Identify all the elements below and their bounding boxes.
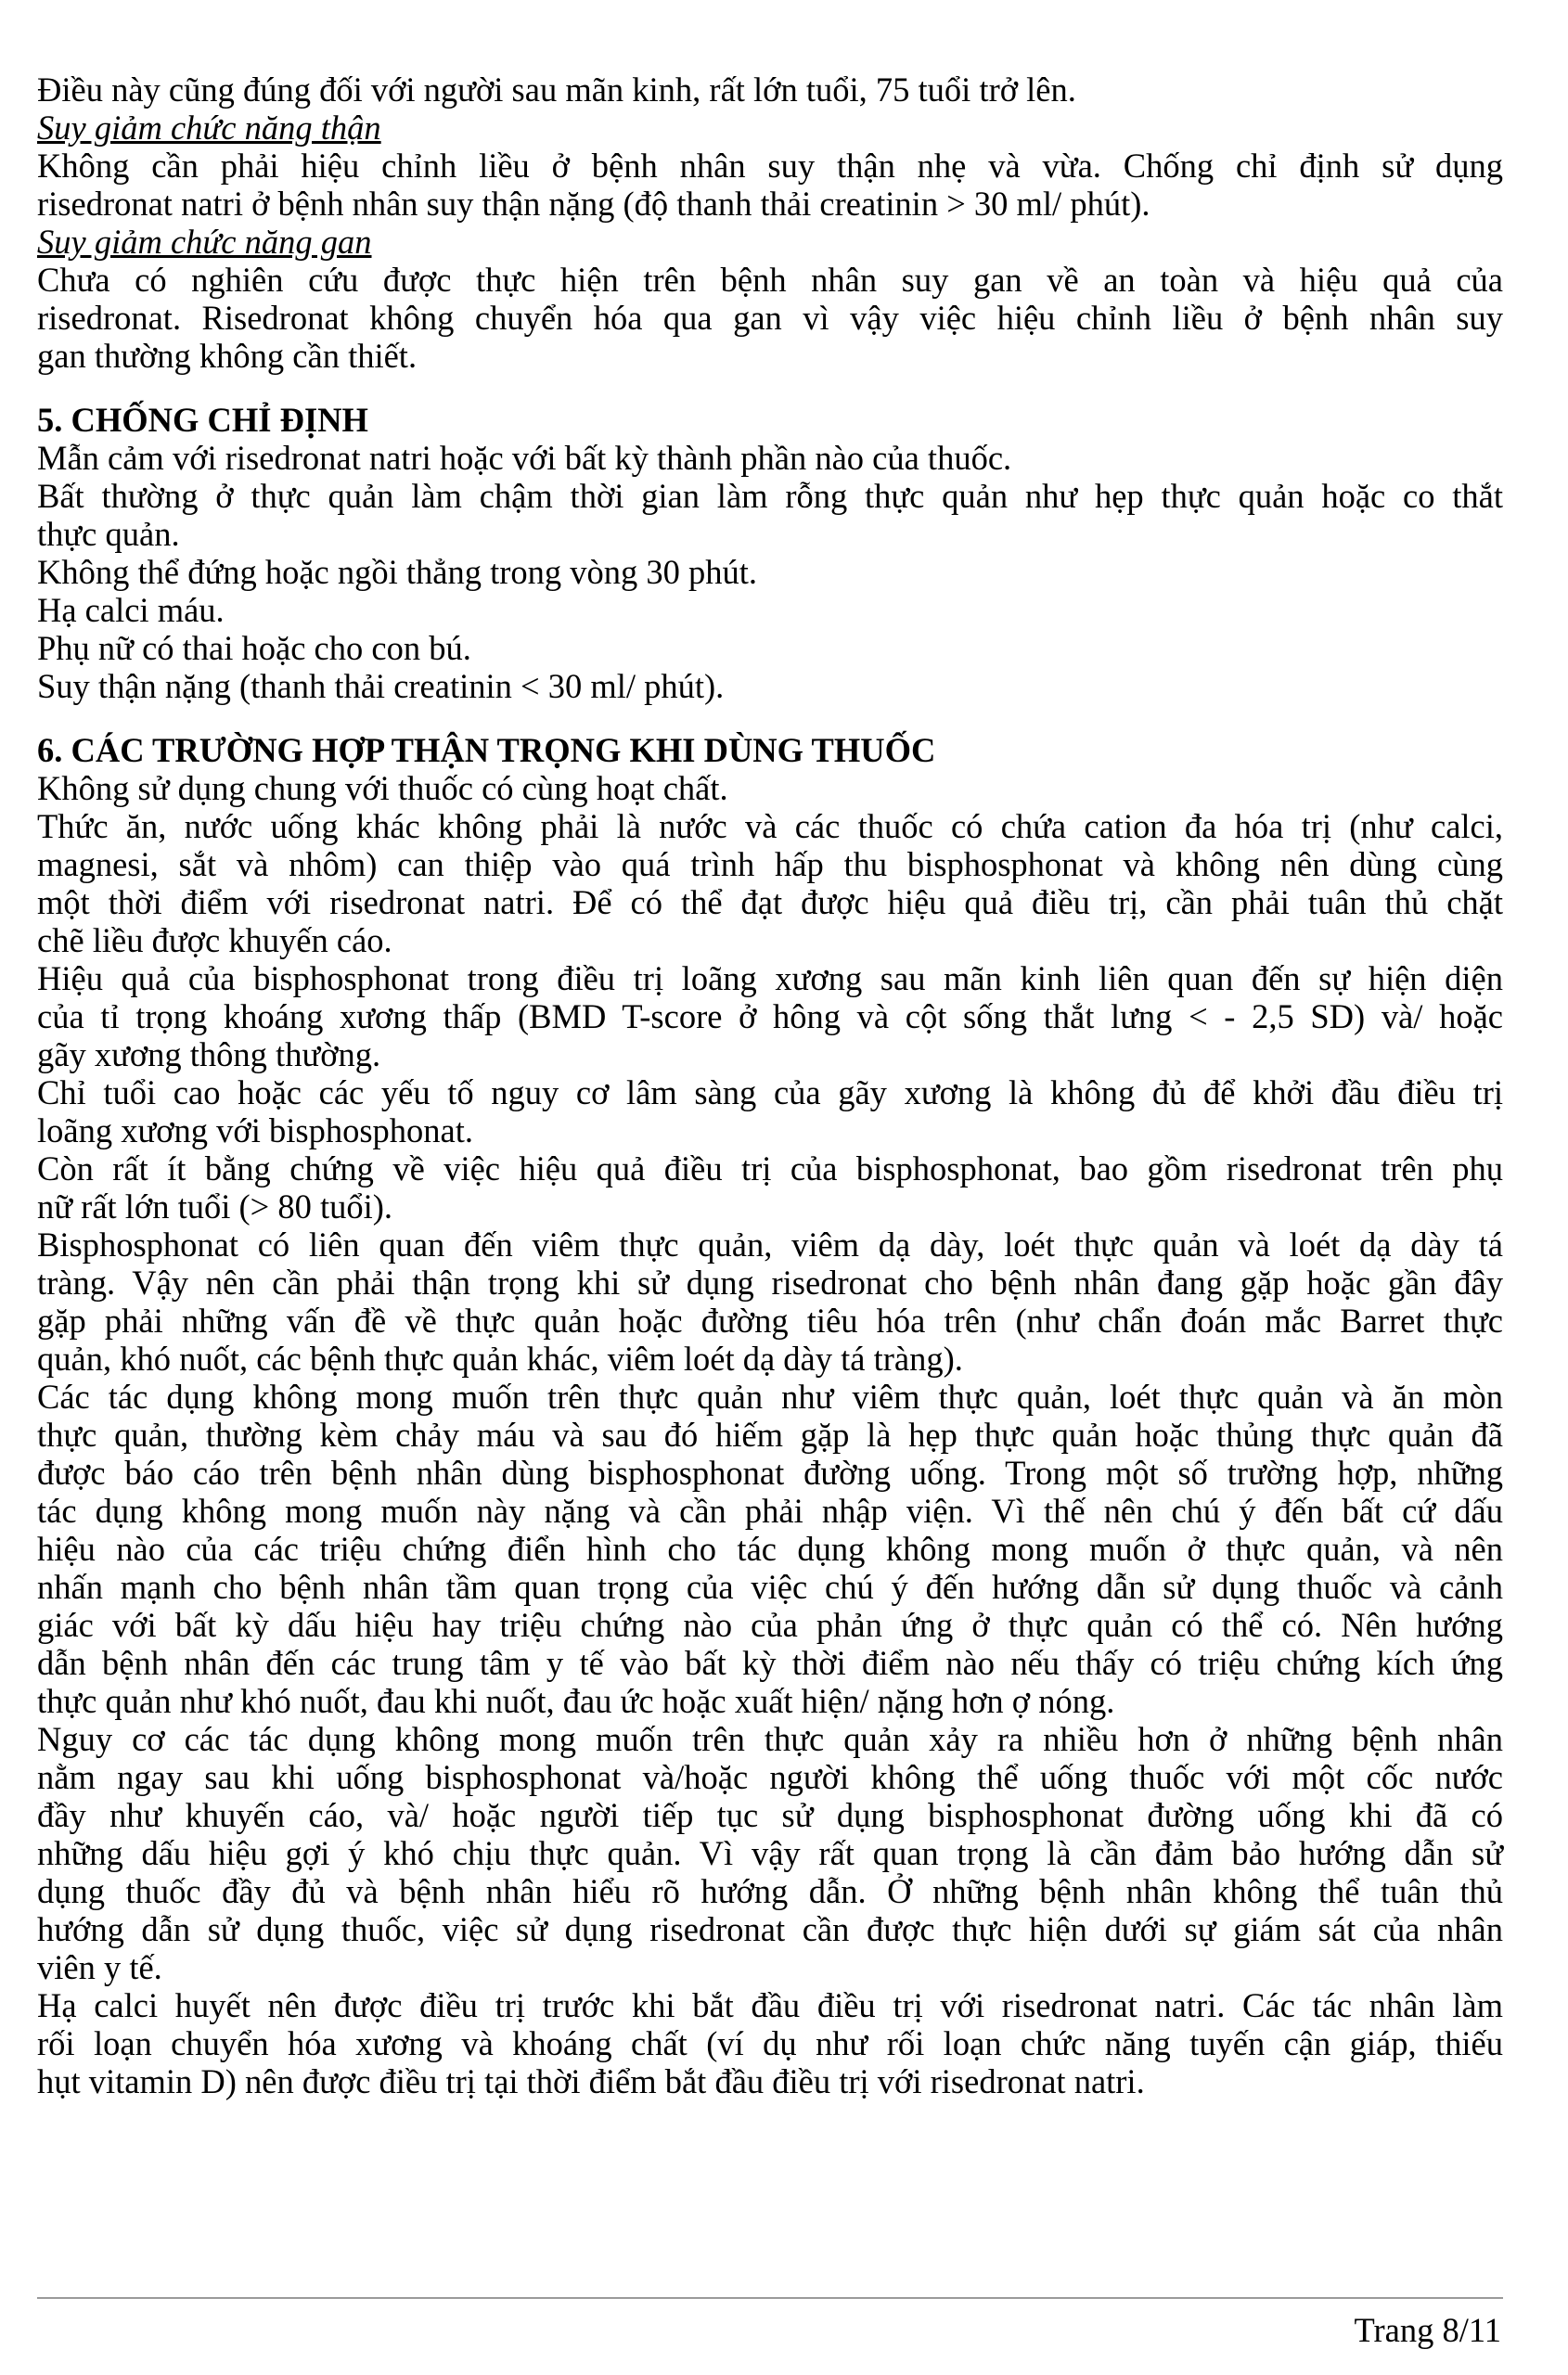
precaution-line: quản, khó nuốt, các bệnh thực quản khác, viêm loét dạ dày tá tràng). (37, 1340, 963, 1378)
contraindication-line: Bất thường ở thực quản làm chậm thời gian làm rỗng thực quản như hẹp thực quản hoặc co thắt (37, 477, 1503, 515)
precaution-line: viên y tế. (37, 1948, 162, 1986)
precaution-line: nữ rất lớn tuổi (> 80 tuổi). (37, 1188, 393, 1226)
precaution-line: một thời điểm với risedronat natri. Để có thể đạt được hiệu quả điều trị, cần phải tuân thủ chặt (37, 883, 1503, 921)
hepatic-text-line: Chưa có nghiên cứu được thực hiện trên bệnh nhân suy gan về an toàn và hiệu quả của (37, 261, 1503, 299)
section-5-heading: 5. CHỐNG CHỈ ĐỊNH (37, 401, 368, 439)
precaution-line: hướng dẫn sử dụng thuốc, việc sử dụng risedronat cần được thực hiện dưới sự giám sát của nhân (37, 1910, 1503, 1948)
precaution-line: gặp phải những vấn đề về thực quản hoặc đường tiêu hóa trên (như chẩn đoán mắc Barret thực (37, 1302, 1503, 1340)
renal-text-line: Không cần phải hiệu chỉnh liều ở bệnh nhân suy thận nhẹ và vừa. Chống chỉ định sử dụng (37, 147, 1503, 185)
precaution-line: hụt vitamin D) nên được điều trị tại thời điểm bắt đầu điều trị với risedronat natri. (37, 2062, 1145, 2100)
intro-line: Điều này cũng đúng đối với người sau mãn kinh, rất lớn tuổi, 75 tuổi trở lên. (37, 71, 1076, 109)
precaution-line: Nguy cơ các tác dụng không mong muốn trên thực quản xảy ra nhiều hơn ở những bệnh nhân (37, 1720, 1503, 1758)
precaution-line: nhấn mạnh cho bệnh nhân tầm quan trọng của việc chú ý đến hướng dẫn sử dụng thuốc và cảnh (37, 1568, 1503, 1606)
hepatic-text-line: risedronat. Risedronat không chuyển hóa qua gan vì vậy việc hiệu chỉnh liều ở bệnh nhân suy (37, 299, 1503, 337)
document-page (37, 71, 1503, 2100)
precaution-line: Chỉ tuổi cao hoặc các yếu tố nguy cơ lâm sàng của gãy xương là không đủ để khởi đầu điều trị (37, 1073, 1503, 1111)
precaution-line: rối loạn chuyển hóa xương và khoáng chất (ví dụ như rối loạn chức năng tuyến cận giáp, thiếu (37, 2024, 1503, 2062)
precaution-line: của tỉ trọng khoáng xương thấp (BMD T-score ở hông và cột sống thắt lưng < - 2,5 SD) và/ hoặc (37, 997, 1503, 1035)
renal-text-line: risedronat natri ở bệnh nhân suy thận nặng (độ thanh thải creatinin > 30 ml/ phút). (37, 185, 1150, 223)
precaution-line: thực quản như khó nuốt, đau khi nuốt, đau ức hoặc xuất hiện/ nặng hơn ợ nóng. (37, 1682, 1115, 1720)
precaution-line: Các tác dụng không mong muốn trên thực quản như viêm thực quản, loét thực quản và ăn mòn (37, 1378, 1503, 1416)
precaution-line: Còn rất ít bằng chứng về việc hiệu quả điều trị của bisphosphonat, bao gồm risedronat trên phụ (37, 1149, 1503, 1188)
precaution-line: Hiệu quả của bisphosphonat trong điều trị loãng xương sau mãn kinh liên quan đến sự hiện diện (37, 959, 1503, 997)
contraindication-line: Hạ calci máu. (37, 591, 225, 629)
contraindication-line: Không thể đứng hoặc ngồi thẳng trong vòng 30 phút. (37, 553, 758, 591)
precaution-line: dụng thuốc đầy đủ và bệnh nhân hiểu rõ hướng dẫn. Ở những bệnh nhân không thể tuân thủ (37, 1872, 1503, 1910)
precaution-line: Thức ăn, nước uống khác không phải là nước và các thuốc có chứa cation đa hóa trị (như calci, (37, 807, 1503, 845)
precaution-line: nằm ngay sau khi uống bisphosphonat và/hoặc người không thể uống thuốc với một cốc nước (37, 1758, 1503, 1796)
precaution-line: magnesi, sắt và nhôm) can thiệp vào quá trình hấp thu bisphosphonat và không nên dùng cùng (37, 845, 1503, 883)
section-6-heading: 6. CÁC TRƯỜNG HỢP THẬN TRỌNG KHI DÙNG THUỐC (37, 731, 936, 769)
contraindication-line: Phụ nữ có thai hoặc cho con bú. (37, 629, 471, 667)
precaution-line: những dấu hiệu gợi ý khó chịu thực quản. Vì vậy rất quan trọng là cần đảm bảo hướng dẫn sử (37, 1834, 1503, 1872)
precaution-line: hiệu nào của các triệu chứng điển hình cho tác dụng không mong muốn ở thực quản, và nên (37, 1530, 1503, 1568)
footer-divider (37, 2297, 1503, 2299)
page-number: Trang 8/11 (1354, 2311, 1501, 2349)
precaution-line: thực quản, thường kèm chảy máu và sau đó hiếm gặp là hẹp thực quản hoặc thủng thực quản đã (37, 1416, 1503, 1454)
precaution-line: tràng. Vậy nên cần phải thận trọng khi sử dụng risedronat cho bệnh nhân đang gặp hoặc gần đây (37, 1264, 1503, 1302)
precaution-line: Bisphosphonat có liên quan đến viêm thực quản, viêm dạ dày, loét thực quản và loét dạ dày tá (37, 1226, 1503, 1264)
contraindication-line: Mẫn cảm với risedronat natri hoặc với bất kỳ thành phần nào của thuốc. (37, 439, 1012, 477)
precaution-line: Không sử dụng chung với thuốc có cùng hoạt chất. (37, 769, 728, 807)
precaution-line: Hạ calci huyết nên được điều trị trước khi bắt đầu điều trị với risedronat natri. Các tác nhân làm (37, 1986, 1503, 2024)
precaution-line: tác dụng không mong muốn này nặng và cần phải nhập viện. Vì thế nên chú ý đến bất cứ dấu (37, 1492, 1503, 1530)
precaution-line: loãng xương với bisphosphonat. (37, 1111, 474, 1149)
hepatic-text-line: gan thường không cần thiết. (37, 337, 418, 375)
precaution-line: chẽ liều được khuyến cáo. (37, 921, 392, 959)
precaution-line: gãy xương thông thường. (37, 1035, 381, 1073)
contraindication-line: Suy thận nặng (thanh thải creatinin < 30 ml/ phút). (37, 667, 725, 705)
precaution-line: được báo cáo trên bệnh nhân dùng bisphosphonat đường uống. Trong một số trường hợp, những (37, 1454, 1503, 1492)
contraindication-line: thực quản. (37, 515, 180, 553)
hepatic-impairment-subheading: Suy giảm chức năng gan (37, 223, 372, 261)
precaution-line: giác với bất kỳ dấu hiệu hay triệu chứng nào của phản ứng ở thực quản có thể có. Nên hướng (37, 1606, 1503, 1644)
renal-impairment-subheading: Suy giảm chức năng thận (37, 109, 381, 147)
precaution-line: đầy như khuyến cáo, và/ hoặc người tiếp tục sử dụng bisphosphonat đường uống khi đã có (37, 1796, 1503, 1834)
precaution-line: dẫn bệnh nhân đến các trung tâm y tế vào bất kỳ thời điểm nào nếu thấy có triệu chứng kích ứng (37, 1644, 1503, 1682)
